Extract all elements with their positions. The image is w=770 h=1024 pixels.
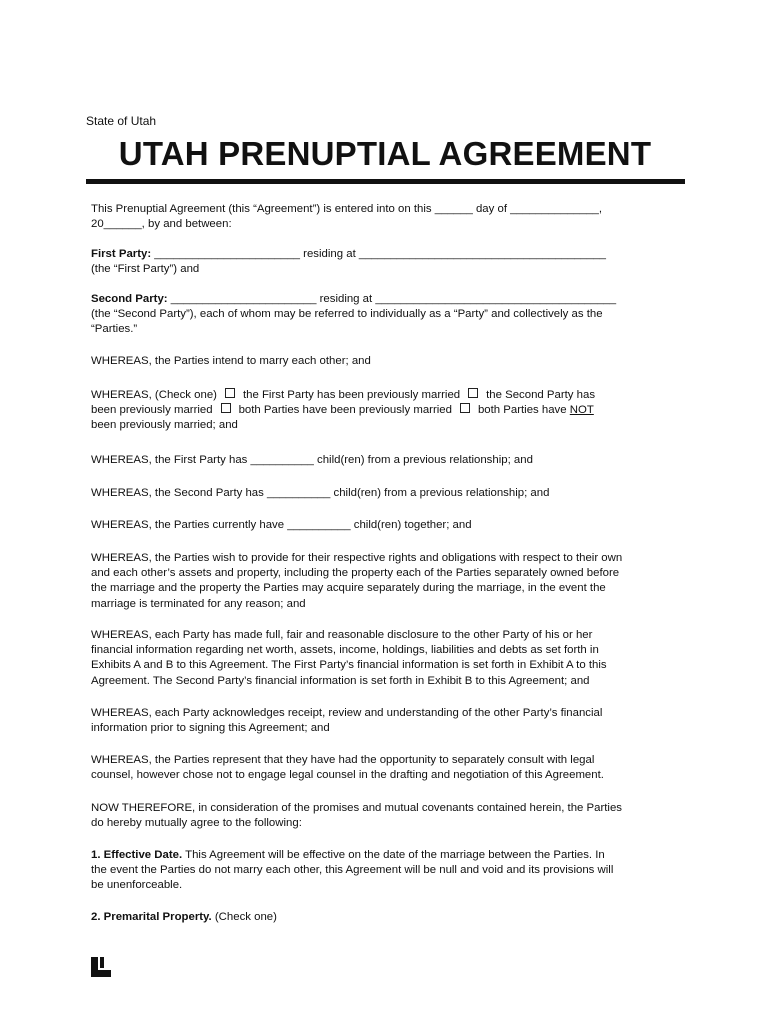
intro-paragraph [91, 202, 683, 232]
second-party-line: “Parties.” [91, 323, 138, 336]
whereas-children-together [91, 518, 683, 533]
receipt-line: WHEREAS, each Party acknowledges receipt, review and understanding of the other Party’s financial [91, 707, 603, 719]
checkbox-first-married[interactable] [225, 388, 235, 398]
second-party-label: Second Party: [91, 293, 168, 305]
whereas-counsel [91, 753, 683, 783]
second-party-field[interactable]: _______________________ residing at ______________________________________ [167, 293, 617, 305]
page-title: UTAH PRENUPTIAL AGREEMENT [118, 135, 652, 172]
section-2-text: (Check one) [211, 911, 277, 923]
now-therefore-line: NOW THEREFORE, in consideration of the promises and mutual covenants contained herein, the Parties [91, 802, 622, 814]
first-party-line: (the “First Party”) and [91, 263, 200, 276]
first-children-text: WHEREAS, the First Party has __________ child(ren) from a previous relationship; and [91, 454, 533, 466]
section-effective-date [91, 848, 683, 894]
intro-line: 20______, by and between: [91, 218, 232, 231]
option-both-married: both Parties have been previously married [238, 404, 452, 417]
section-1-text: This Agreement will be effective on the date of the marriage between the Parties. In [182, 849, 605, 861]
checkbox-both-not-married[interactable] [460, 403, 470, 413]
state-label: State of Utah [86, 114, 157, 128]
whereas-second-children [91, 486, 683, 501]
second-children-text: WHEREAS, the Second Party has __________ child(ren) from a previous relationship; and [91, 487, 550, 499]
title-divider [86, 179, 685, 184]
first-party-paragraph [91, 247, 683, 277]
option-second-married-cont: been previously married [91, 404, 213, 417]
now-therefore [91, 801, 683, 831]
section-1-text: the event the Parties do not marry each other, this Agreement will be null and void and its provisions will [91, 864, 614, 877]
first-party-field[interactable]: _______________________ residing at _______________________________________ [151, 248, 606, 260]
whereas-check-one [91, 388, 683, 434]
first-party-label: First Party: [91, 248, 152, 260]
checkbox-both-married[interactable] [221, 403, 231, 413]
rights-line: the marriage and the property the Parties may acquire separately during the marriage, in the event the [91, 582, 606, 595]
brand-logo-icon [91, 957, 111, 977]
whereas-first-children [91, 453, 683, 468]
whereas-marry-text: WHEREAS, the Parties intend to marry each other; and [91, 355, 371, 367]
check-lead: WHEREAS, (Check one) [91, 389, 217, 401]
whereas-receipt [91, 706, 683, 736]
section-premarital-property [91, 910, 683, 925]
intro-line: This Prenuptial Agreement (this “Agreement”) is entered into on this ______ day of ______________, [91, 203, 603, 215]
rights-line: marriage is terminated for any reason; and [91, 597, 306, 610]
disclosure-line: financial information regarding net worth, assets, income, holdings, liabilities and debts as set forth in [91, 644, 599, 657]
second-party-line: (the “Second Party”), each of whom may be referred to individually as a “Party” and collectively as the [91, 308, 603, 321]
section-1-heading: 1. Effective Date. [91, 849, 183, 861]
counsel-line: counsel, however chose not to engage legal counsel in the drafting and negotiation of this Agreement. [91, 769, 604, 782]
section-1-text: be unenforceable. [91, 879, 183, 892]
disclosure-line: Exhibits A and B to this Agreement. The First Party’s financial information is set forth in Exhibit A to this [91, 659, 607, 672]
option-second-married: the Second Party has [486, 389, 596, 401]
whereas-marry [91, 354, 683, 369]
option-both-not-married: both Parties have [477, 404, 567, 417]
now-therefore-line: do hereby mutually agree to the following: [91, 817, 302, 830]
not-emphasis: NOT [569, 404, 594, 417]
option-both-not-married-cont: been previously married; and [91, 419, 238, 432]
whereas-disclosure [91, 628, 683, 689]
checkbox-second-married[interactable] [468, 388, 478, 398]
section-2-heading: 2. Premarital Property. [91, 911, 212, 923]
receipt-line: information prior to signing this Agreement; and [91, 722, 330, 735]
option-first-married: the First Party has been previously married [242, 389, 461, 401]
disclosure-line: Agreement. The Second Party’s financial information is set forth in Exhibit B to this Agreement; and [91, 674, 590, 687]
disclosure-line: WHEREAS, each Party has made full, fair and reasonable disclosure to the other Party of his or her [91, 629, 593, 641]
second-party-paragraph [91, 292, 683, 338]
rights-line: WHEREAS, the Parties wish to provide for their respective rights and obligations with respect to their own [91, 552, 623, 564]
counsel-line: WHEREAS, the Parties represent that they have had the opportunity to separately consult with legal [91, 754, 595, 766]
rights-line: and each other’s assets and property, including the property each of the Parties separately owned before [91, 567, 620, 580]
children-together-text: WHEREAS, the Parties currently have __________ child(ren) together; and [91, 519, 472, 531]
whereas-rights [91, 551, 683, 612]
